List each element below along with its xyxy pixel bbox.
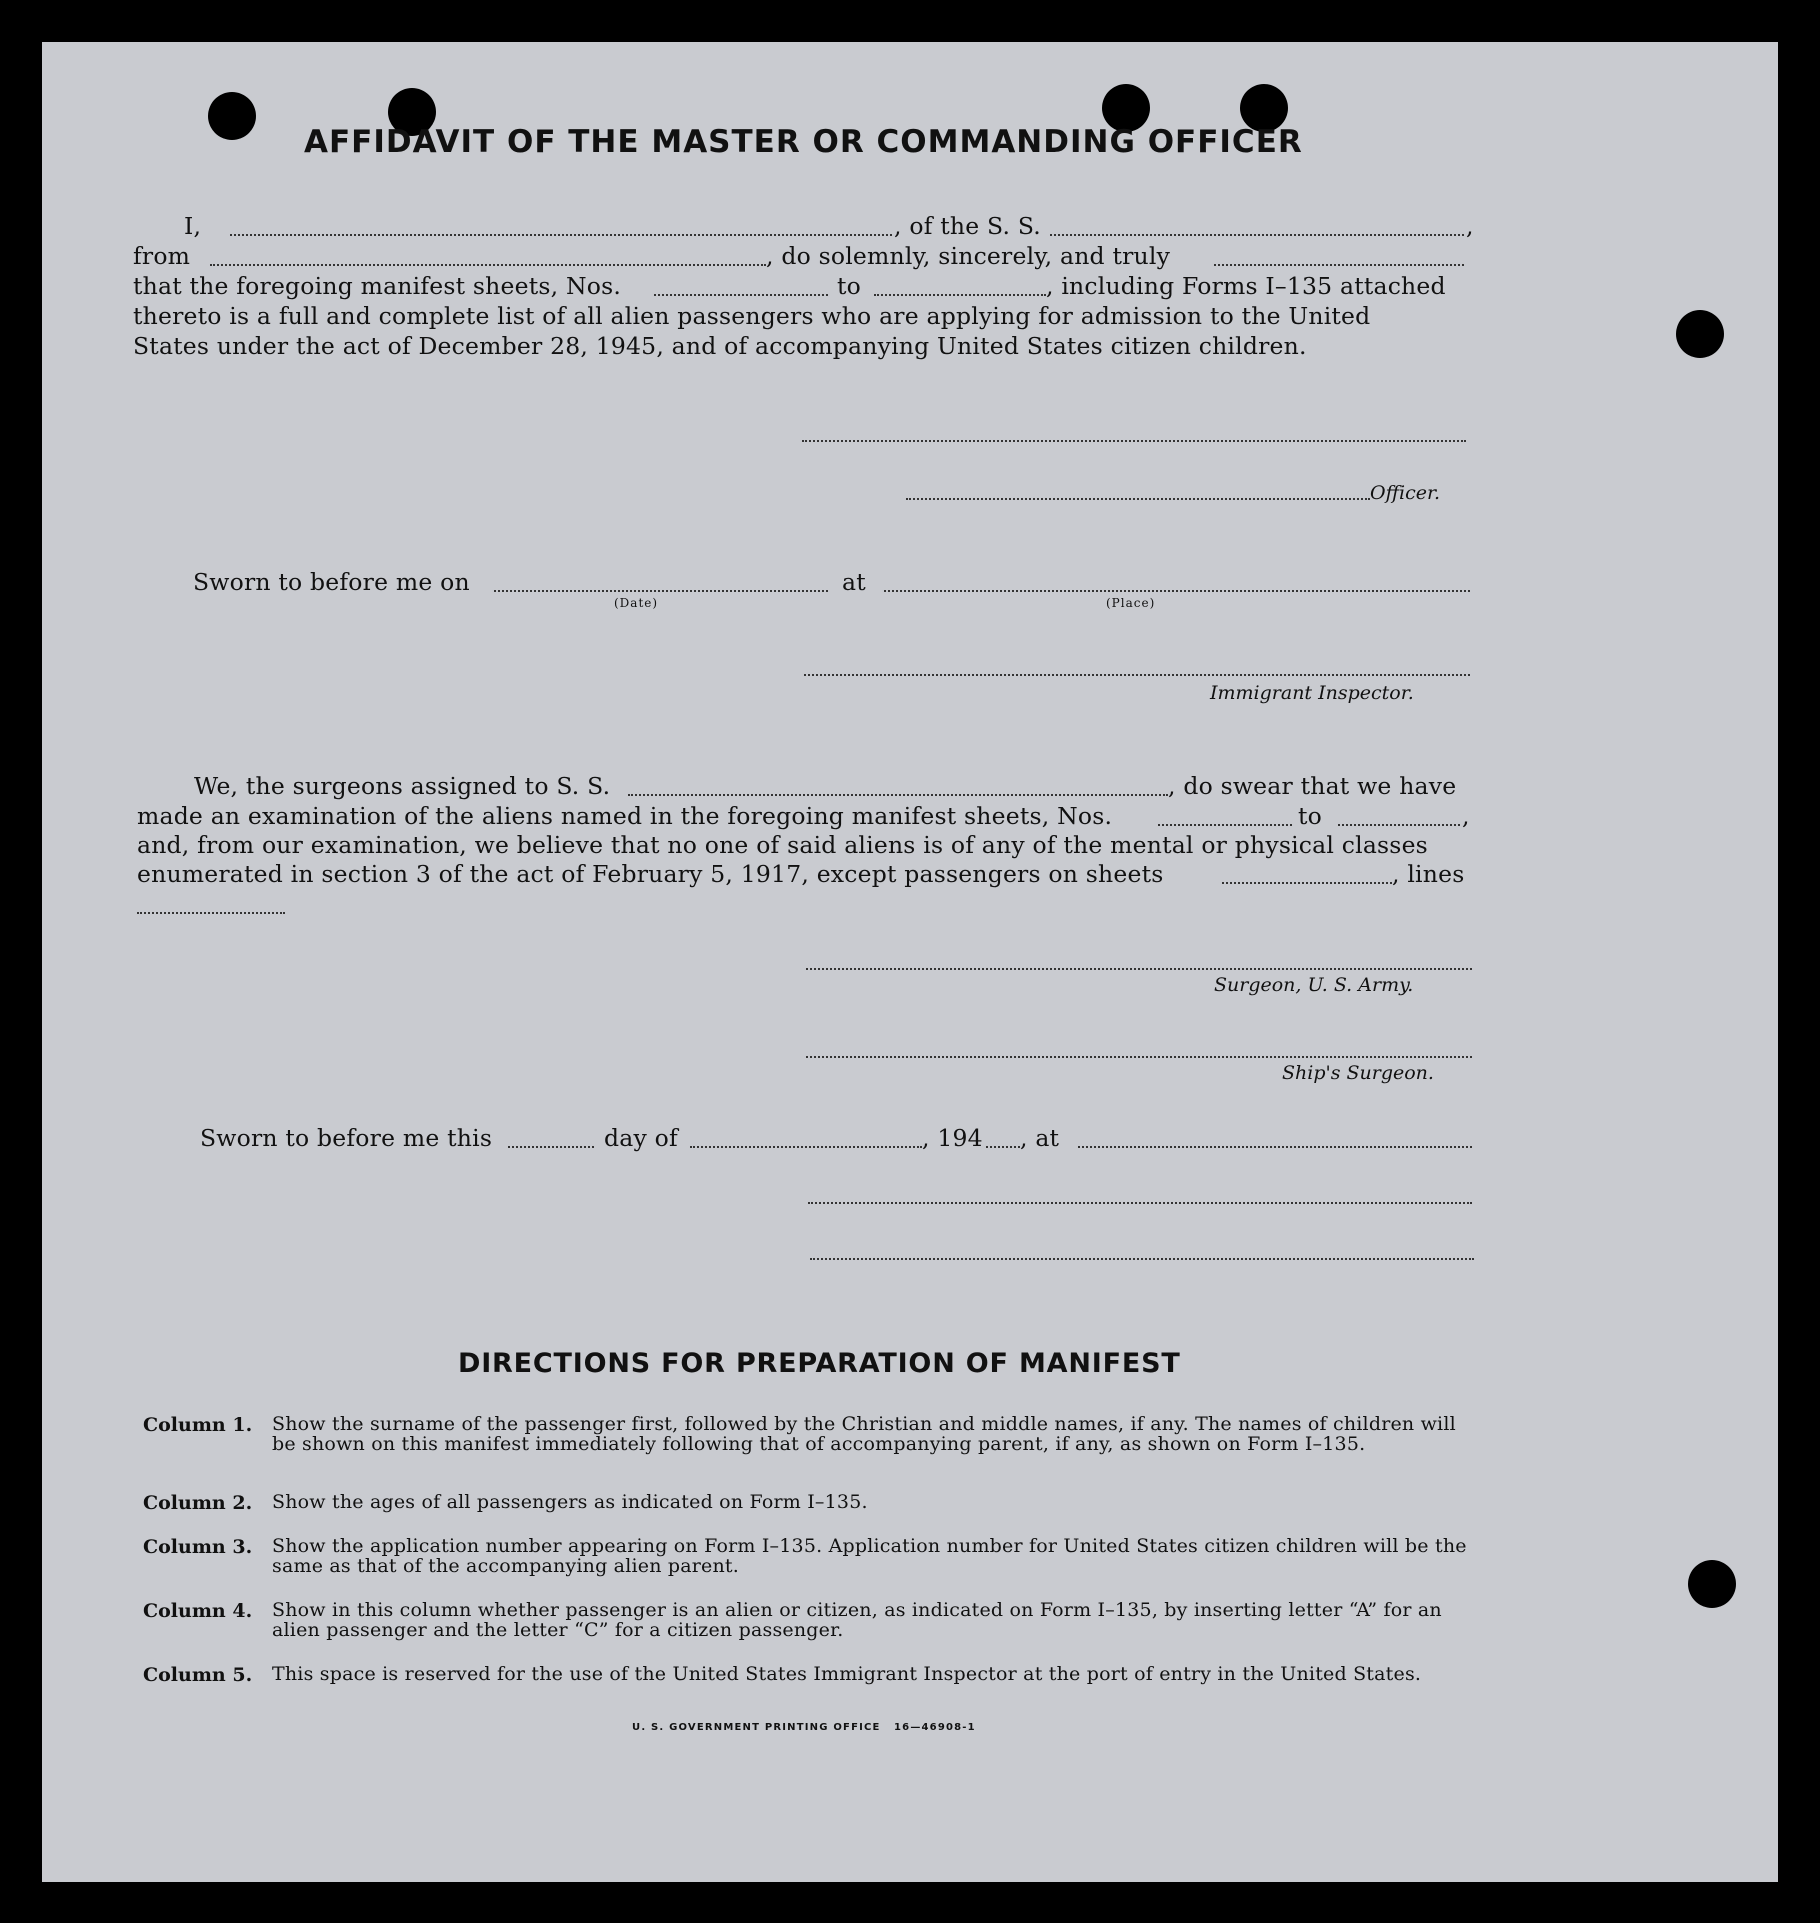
master-solemnly: , do solemnly, sincerely, and truly [766,242,1171,270]
sworn1-place-field[interactable] [884,590,1470,592]
sworn2-day-of: day of [604,1124,678,1152]
master-of-ss: , of the S. S. [894,212,1041,240]
surgeons-line3: and, from our examination, we believe that no one of said aliens is of any of the mental or physical classes [137,831,1428,859]
column-1-text: Show the surname of the passenger first, followed by the Christian and middle names, if any. The names of children will be shown on this manifest immediately following that of accompanying parent, if any, as shown on Form I–135. [272,1413,1456,1455]
master-signature-line[interactable] [802,440,1466,442]
directions-title: DIRECTIONS FOR PREPARATION OF MANIFEST [458,1348,1181,1379]
column-3-label: Column 3. [143,1536,253,1558]
sworn1-date-field[interactable] [494,590,828,592]
surgeons-line1b: , do swear that we have [1168,772,1457,800]
except-sheets-field[interactable] [1222,882,1392,884]
column-4-label: Column 4. [143,1600,253,1622]
column-3-text: Show the application number appearing on Form I–135. Application number for United States citizen children will be the same as that of the accompanying alien parent. [272,1535,1467,1577]
ship-surgeon-signature-line[interactable] [806,1056,1472,1058]
army-surgeon-signature-line[interactable] [806,968,1472,970]
sworn2-place-field[interactable] [1078,1146,1472,1148]
form-code-footer: 16—46908-1 [894,1722,976,1733]
sheets-to-field[interactable] [874,294,1046,296]
master-i: I, [184,212,202,240]
sworn2-text: Sworn to before me this [200,1124,493,1152]
sworn2-day-field[interactable] [508,1146,594,1148]
ship-surgeon-label: Ship's Surgeon. [1282,1062,1434,1084]
sworn2-year: , 194 [922,1124,983,1152]
column-5-text: This space is reserved for the use of the United States Immigrant Inspector at the port of entry in the United States. [272,1663,1422,1685]
master-from: from [133,242,191,270]
sworn2-signature-line-2[interactable] [810,1258,1474,1260]
master-line4: thereto is a full and complete list of all alien passengers who are applying for admission to the United [133,302,1371,330]
sworn1-text: Sworn to before me on [193,568,470,596]
surgeons-line2b: to [1298,802,1322,830]
punch-hole [1688,1560,1736,1608]
place-label: (Place) [1106,596,1156,610]
sworn1-at: at [842,568,866,596]
inspector-label: Immigrant Inspector. [1210,682,1414,704]
master-name-field[interactable] [230,234,892,236]
column-5-label: Column 5. [143,1664,253,1686]
punch-hole [208,92,256,140]
surgeons-line2c: , [1462,802,1470,830]
from-field[interactable] [210,264,766,266]
officer-signature-line[interactable] [906,498,1370,500]
column-2-label: Column 2. [143,1492,253,1514]
sworn2-year-field[interactable] [986,1146,1020,1148]
master-to: to [837,272,861,300]
column-2-text: Show the ages of all passengers as indicated on Form I–135. [272,1491,868,1513]
sworn2-at: , at [1020,1124,1060,1152]
master-line5: States under the act of December 28, 1945, and of accompanying United States citizen children. [133,332,1307,360]
page-title: AFFIDAVIT OF THE MASTER OR COMMANDING OFFICER [304,124,1303,160]
column-4-text: Show in this column whether passenger is an alien or citizen, as indicated on Form I–135, by inserting letter “A” for an alien passenger and the letter “C” for a citizen passenger. [272,1599,1442,1641]
master-line3a: that the foregoing manifest sheets, Nos. [133,272,622,300]
master-line3b: , including Forms I–135 attached [1046,272,1446,300]
inspector-signature-line[interactable] [804,674,1470,676]
document-page [42,42,1778,1882]
army-surgeon-label: Surgeon, U. S. Army. [1214,974,1414,996]
surgeons-line1a: We, the surgeons assigned to S. S. [194,772,611,800]
surgeons-line2a: made an examination of the aliens named in the foregoing manifest sheets, Nos. [137,802,1113,830]
surgeons-sheets-from-field[interactable] [1158,824,1292,826]
date-label: (Date) [614,596,659,610]
surgeons-ship-field[interactable] [628,794,1168,796]
truly-field[interactable] [1214,264,1464,266]
officer-label: Officer. [1370,482,1441,504]
surgeons-line4a: enumerated in section 3 of the act of February 5, 1917, except passengers on sheets [137,860,1164,888]
lines-field[interactable] [137,912,285,914]
ship-name-field[interactable] [1050,234,1464,236]
punch-hole [1676,310,1724,358]
sworn2-month-field[interactable] [690,1146,922,1148]
printing-office-footer: U. S. GOVERNMENT PRINTING OFFICE [632,1722,881,1733]
column-1-label: Column 1. [143,1414,253,1436]
master-comma: , [1466,212,1474,240]
sheets-from-field[interactable] [654,294,828,296]
sworn2-signature-line-1[interactable] [808,1202,1472,1204]
surgeons-line4b: , lines [1392,860,1465,888]
surgeons-sheets-to-field[interactable] [1338,824,1460,826]
